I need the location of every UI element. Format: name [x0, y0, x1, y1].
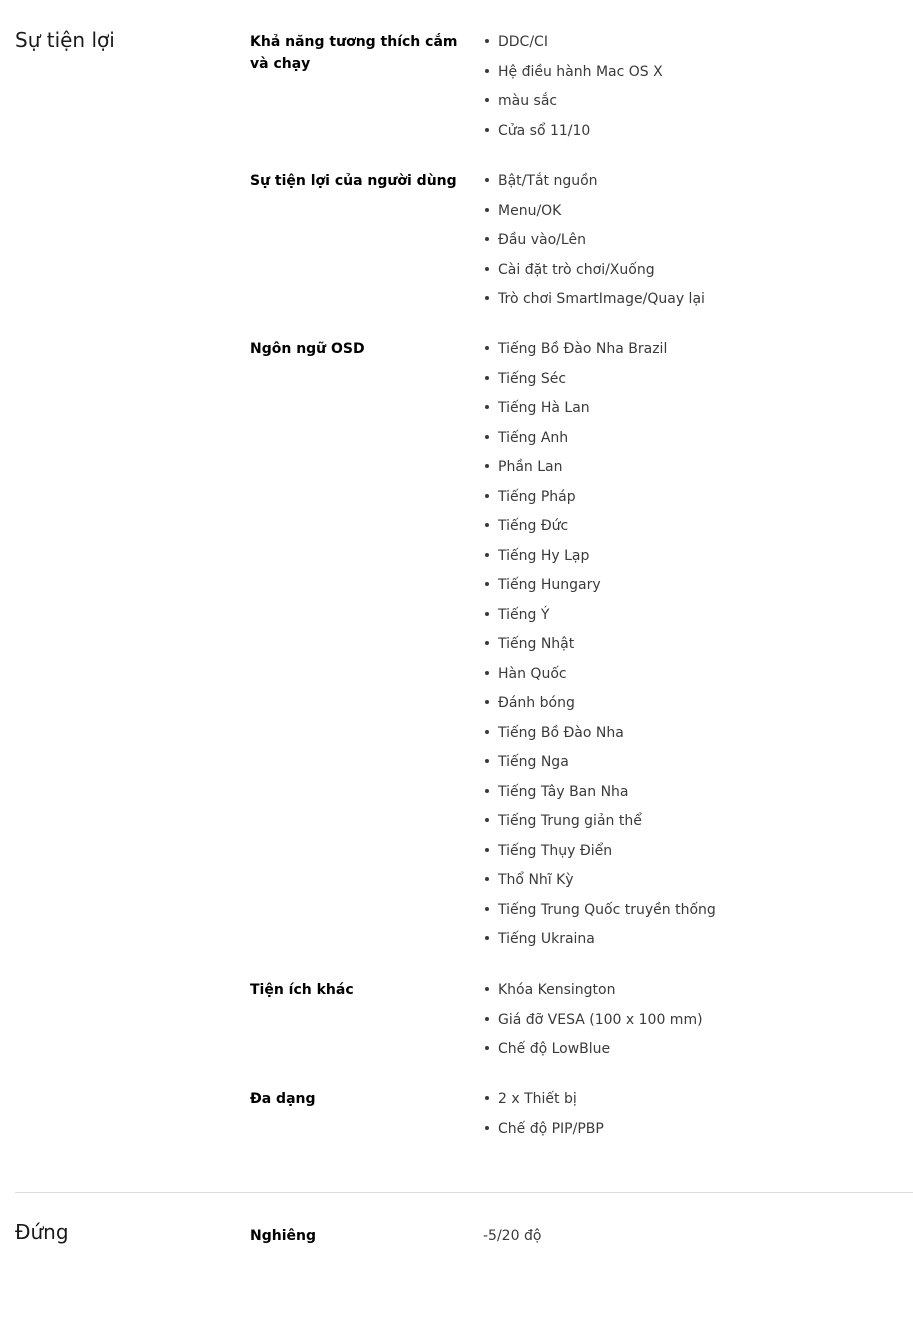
spec-value-list — [483, 1088, 604, 1147]
spec-value-item: Tiếng Pháp — [483, 486, 716, 516]
spec-value-item: Tiếng Bồ Đào Nha — [483, 722, 716, 752]
spec-value-item: Trò chơi SmartImage/Quay lại — [483, 288, 705, 318]
spec-value-item: Khóa Kensington — [483, 979, 703, 1009]
spec-value-item: Phần Lan — [483, 456, 716, 486]
spec-value-item: Tiếng Anh — [483, 427, 716, 457]
spec-value-list — [483, 338, 716, 958]
spec-label: Đa dạng — [250, 1091, 316, 1107]
spec-value-item: Bật/Tắt nguồn — [483, 170, 705, 200]
spec-value-item: Tiếng Trung giản thể — [483, 810, 716, 840]
spec-value-item: Chế độ PIP/PBP — [483, 1118, 604, 1148]
spec-value-item: Hàn Quốc — [483, 663, 716, 693]
section-divider — [15, 1192, 913, 1193]
spec-value: -5/20 độ — [483, 1228, 542, 1244]
spec-value-item: Tiếng Ukraina — [483, 928, 716, 958]
spec-value-item: Tiếng Ý — [483, 604, 716, 634]
spec-value-list — [483, 170, 705, 318]
spec-value-item: Tiếng Bồ Đào Nha Brazil — [483, 338, 716, 368]
spec-value-item: Tiếng Hungary — [483, 574, 716, 604]
spec-value-item: Cửa sổ 11/10 — [483, 120, 663, 150]
spec-label: Tiện ích khác — [250, 982, 354, 998]
section-title: Đứng — [15, 1220, 69, 1244]
spec-value-item: Chế độ LowBlue — [483, 1038, 703, 1068]
spec-label: Khả năng tương thích cắm và chạy — [250, 34, 458, 72]
spec-value-item: Tiếng Nga — [483, 751, 716, 781]
spec-value-item: Tiếng Thụy Điển — [483, 840, 716, 870]
spec-value-item: Tiếng Tây Ban Nha — [483, 781, 716, 811]
spec-value-item: Cài đặt trò chơi/Xuống — [483, 259, 705, 289]
spec-value-item: Tiếng Hà Lan — [483, 397, 716, 427]
spec-value-item: Đánh bóng — [483, 692, 716, 722]
spec-value-item: màu sắc — [483, 90, 663, 120]
spec-value-item: Tiếng Đức — [483, 515, 716, 545]
section-title: Sự tiện lợi — [15, 28, 115, 52]
spec-label: Nghiêng — [250, 1228, 316, 1244]
spec-label: Sự tiện lợi của người dùng — [250, 173, 457, 189]
spec-label: Ngôn ngữ OSD — [250, 341, 365, 357]
spec-value-item: Tiếng Nhật — [483, 633, 716, 663]
spec-value-item: Hệ điều hành Mac OS X — [483, 61, 663, 91]
spec-value-item: Tiếng Hy Lạp — [483, 545, 716, 575]
spec-value-item: DDC/CI — [483, 31, 663, 61]
spec-value-list — [483, 31, 663, 149]
spec-value-item: Đầu vào/Lên — [483, 229, 705, 259]
spec-value-item: Tiếng Trung Quốc truyền thống — [483, 899, 716, 929]
spec-value-item: Menu/OK — [483, 200, 705, 230]
spec-value-list — [483, 979, 703, 1068]
spec-value-item: Thổ Nhĩ Kỳ — [483, 869, 716, 899]
spec-value-item: Tiếng Séc — [483, 368, 716, 398]
spec-value-item: 2 x Thiết bị — [483, 1088, 604, 1118]
spec-value-item: Giá đỡ VESA (100 x 100 mm) — [483, 1009, 703, 1039]
